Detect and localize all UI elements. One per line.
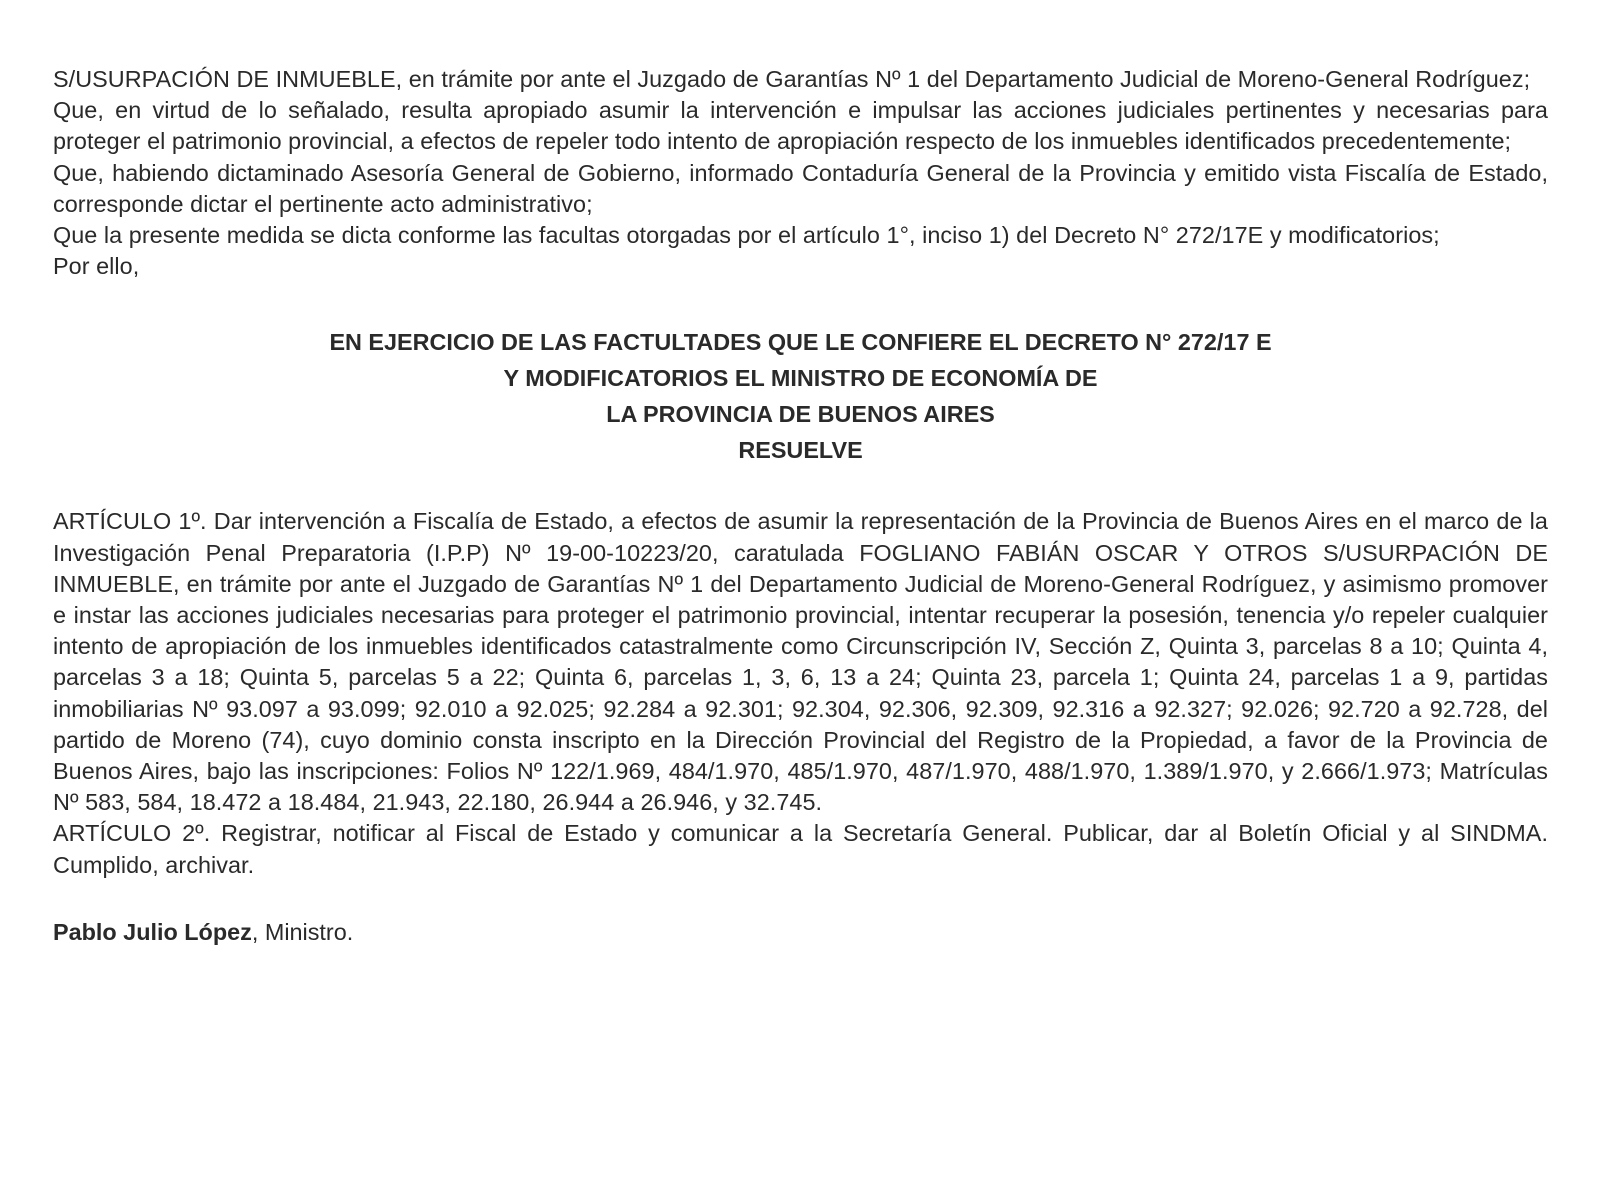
article-1: ARTÍCULO 1º. Dar intervención a Fiscalía de Estado, a efectos de asumir la representación de la Provincia de Buenos Aires en el marco de la Investigación Penal Preparatoria (I.P.P) Nº 19-00-10223/20, caratulada FOGLIANO FABIÁN OSCAR Y OTROS S/USURPACIÓN DE INMUEBLE, en trámite por ante el Juzgado de Garantías Nº 1 del Departamento Judicial de Moreno-General Rodríguez, y asimismo promover e instar las acciones judiciales necesarias para proteger el patrimonio provincial, intentar recuperar la posesión, tenencia y/o repeler cualquier intento de apropiación de los inmuebles identificados catastralmente como Circunscripción IV, Sección Z, Quinta 3, parcelas 8 a 10; Quinta 4, parcelas 3 a 18; Quinta 5, parcelas 5 a 22; Quinta 6, parcelas 1, 3, 6, 13 a 24; Quinta 23, parcela 1; Quinta 24, parcelas 1 a 9, partidas inmobiliarias Nº 93.097 a 93.099; 92.010 a 92.025; 92.284 a 92.301; 92.304, 92.306, 92.309, 92.316 a 92.327; 92.026; 92.720 a 92.728, del partido de Moreno (74), cuyo dominio consta inscripto en la Dirección Provincial del Registro de la Propiedad, a favor de la Provincia de Buenos Aires, bajo las inscripciones: Folios Nº 122/1.969, 484/1.970, 485/1.970, 487/1.970, 488/1.970, 1.389/1.970, y 2.666/1.973; Matrículas Nº 583, 584, 18.472 a 18.484, 21.943, 22.180, 26.944 a 26.946, y 32.745. <box>53 508 1548 816</box>
articles-section <box>53 506 1548 880</box>
signatory-role: , Ministro. <box>251 918 354 945</box>
heading-line-2: Y MODIFICATORIOS EL MINISTRO DE ECONOMÍA DE <box>503 365 1098 392</box>
heading-line-1: EN EJERCICIO DE LAS FACTULTADES QUE LE CONFIERE EL DECRETO N° 272/17 E <box>329 329 1272 356</box>
considerando-paragraph-3: Que, habiendo dictaminado Asesoría General de Gobierno, informado Contaduría General de la Provincia y emitido vista Fiscalía de Estado, corresponde dictar el pertinente acto administrativo; <box>53 159 1548 217</box>
considerando-paragraph-5: Por ello, <box>53 253 140 280</box>
signature <box>53 917 1548 948</box>
heading-line-3: LA PROVINCIA DE BUENOS AIRES <box>606 401 995 428</box>
resolution-heading <box>53 324 1548 468</box>
considerando-paragraph-2: Que, en virtud de lo señalado, resulta apropiado asumir la intervención e impulsar las acciones judiciales pertinentes y necesarias para proteger el patrimonio provincial, a efectos de repeler todo intento de apropiación respecto de los inmuebles identificados precedentemente; <box>53 97 1548 155</box>
article-2: ARTÍCULO 2º. Registrar, notificar al Fiscal de Estado y comunicar a la Secretaría General. Publicar, dar al Boletín Oficial y al SINDMA. Cumplido, archivar. <box>53 820 1548 878</box>
heading-line-4: RESUELVE <box>738 437 863 464</box>
considerandos-section <box>53 64 1548 282</box>
considerando-paragraph-1: S/USURPACIÓN DE INMUEBLE, en trámite por ante el Juzgado de Garantías Nº 1 del Departamento Judicial de Moreno-General Rodríguez; <box>53 66 1531 92</box>
considerando-paragraph-4: Que la presente medida se dicta conforme las facultas otorgadas por el artículo 1°, inciso 1) del Decreto N° 272/17E y modificatorios; <box>53 222 1440 249</box>
signatory-name: Pablo Julio López <box>53 918 252 945</box>
